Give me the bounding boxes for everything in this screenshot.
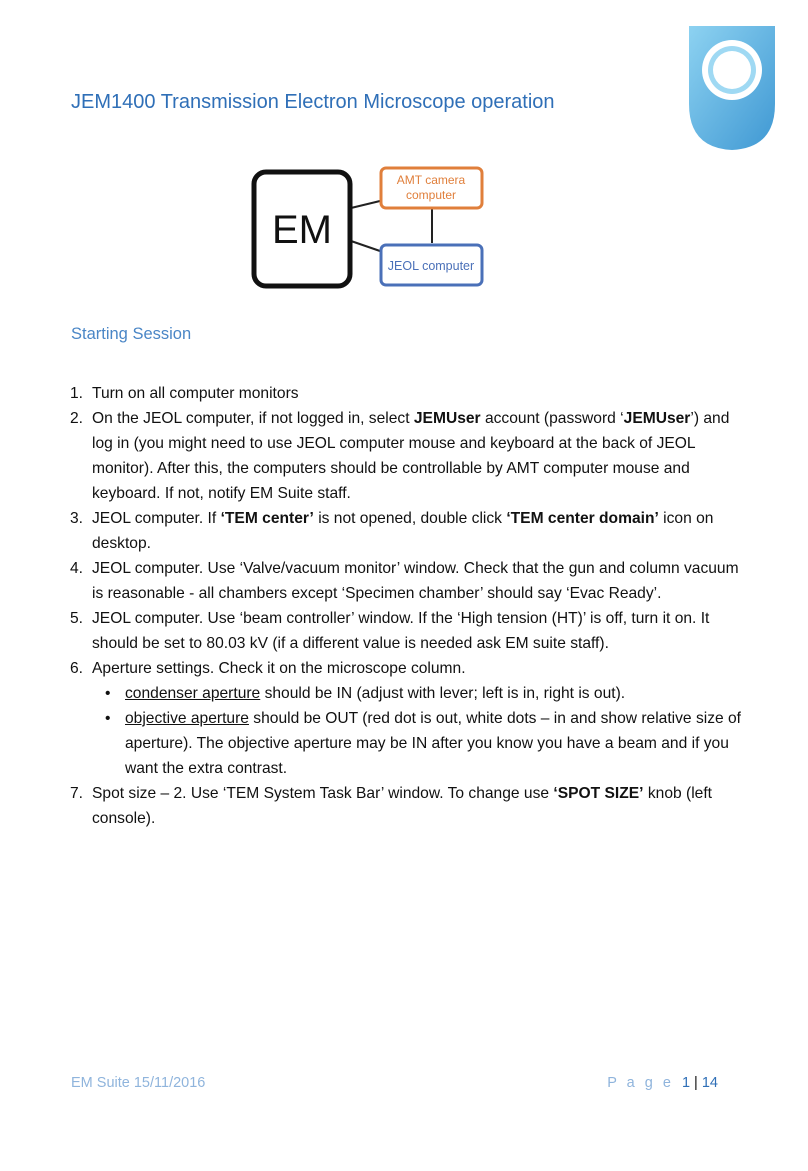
em-jeol-connector [351, 241, 380, 251]
sub-item-objective-aperture [92, 706, 750, 781]
step-number: 4. [70, 560, 84, 577]
em-label: EM [272, 208, 332, 252]
sub-item-condenser-aperture [92, 681, 750, 706]
sub-item-text: should be IN (adjust with lever; left is in, right is out). [260, 685, 626, 702]
current-page-number: 1 [681, 1075, 691, 1091]
steps-list [70, 381, 750, 831]
step-text: Turn on all computer monitors [92, 385, 299, 402]
page-separator: | [694, 1075, 698, 1091]
footer-left-text: EM Suite 15/11/2016 [71, 1075, 206, 1091]
amt-label-line2: computer [405, 188, 457, 202]
step-3 [70, 506, 750, 556]
step-text: JEOL computer. Use ‘Valve/vacuum monitor’ window. Check that the gun and column vacuum is reasonable - all chambers except ‘Specimen chamber’ should say ‘Evac Ready’. [92, 560, 739, 602]
em-connection-diagram [248, 163, 488, 291]
step-bold-text: JEMUser [413, 410, 481, 427]
jeol-label: JEOL computer [387, 259, 475, 273]
aperture-sublist [92, 681, 750, 781]
step-1 [70, 381, 750, 406]
amt-label-line1: AMT camera [396, 173, 466, 187]
step-text: On the JEOL computer, if not logged in, select [92, 410, 414, 427]
step-4 [70, 556, 750, 606]
step-bold-text: ‘SPOT SIZE’ [553, 785, 644, 802]
step-7 [70, 781, 750, 831]
step-number: 6. [70, 660, 84, 677]
step-text: is not opened, double click [313, 510, 507, 527]
page-label: P a g e [607, 1075, 674, 1091]
step-bold-text: ‘TEM center domain’ [506, 510, 659, 527]
step-2 [70, 406, 750, 506]
page-number-indicator [607, 1075, 718, 1091]
step-5 [70, 606, 750, 656]
step-number: 1. [70, 385, 84, 402]
step-text: account (password ‘ [480, 410, 624, 427]
document-title: JEM1400 Transmission Electron Microscope operation [71, 91, 555, 113]
em-amt-connector [351, 201, 380, 208]
sub-item-text: should be OUT (red dot is out, white dots – in and show relative size of aperture). The objective aperture may be IN after you know you have a beam and if you want the extra contrast. [125, 710, 742, 777]
bullet-icon: • [105, 710, 111, 727]
step-text: JEOL computer. Use ‘beam controller’ window. If the ‘High tension (HT)’ is off, turn it on. It should be set to 80.03 kV (if a different value is needed ask EM suite staff). [92, 610, 710, 652]
step-text: JEOL computer. If [92, 510, 221, 527]
step-number: 2. [70, 410, 84, 427]
underlined-term: objective aperture [125, 710, 249, 727]
bullet-icon: • [105, 685, 111, 702]
step-text: icon on desktop. [92, 510, 714, 552]
university-shield-logo-icon [686, 22, 778, 152]
total-pages: 14 [701, 1075, 718, 1091]
step-text: Spot size – 2. Use ‘TEM System Task Bar’ window. To change use [92, 785, 554, 802]
step-text: knob (left console). [92, 785, 712, 827]
section-heading-starting-session: Starting Session [71, 325, 192, 343]
step-text: ’) and log in (you might need to use JEOL computer mouse and keyboard at the back of JEOL monitor). After this, the computers should be controllable by AMT computer mouse and keyboard. If not, notify EM Suite staff. [92, 410, 730, 502]
step-bold-text: JEMUser [623, 410, 691, 427]
step-number: 5. [70, 610, 84, 627]
step-number: 7. [70, 785, 84, 802]
underlined-term: condenser aperture [125, 685, 261, 702]
step-number: 3. [70, 510, 84, 527]
step-text: Aperture settings. Check it on the microscope column. [92, 660, 466, 677]
page-footer [71, 1075, 718, 1091]
step-6 [70, 656, 750, 781]
step-bold-text: ‘TEM center’ [220, 510, 314, 527]
